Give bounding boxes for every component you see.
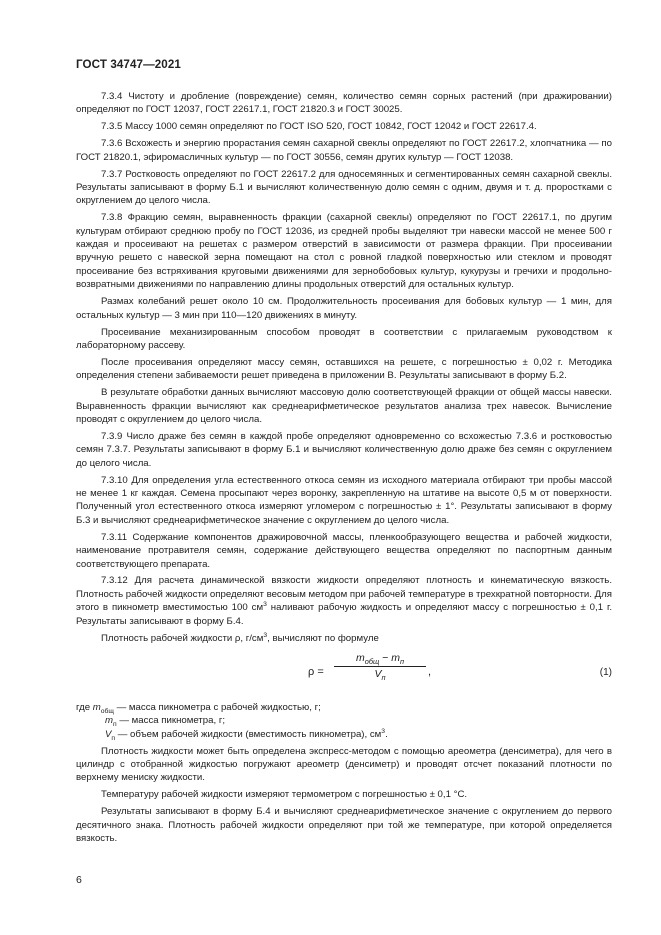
- paragraph-7-3-8: 7.3.8 Фракцию семян, выравненность фракции (сахарной свеклы) определяют по ГОСТ 22617.1, по другим культурам отбирают среднюю пробу по ГОСТ 12036, из средней пробы выделяют три навески массой не менее 500 г каждая и просеивают на решетах с размером отверстий в зависимости от размера фракции. При просеивании вручную решето с навеской зерна помещают на стол с ровной гладкой поверхностью или стеклом и проводят просеивание без встряхивания круговыми движениями для зернобобовых культур, кукурузы и гречихи и продольно-возвратными движениями по направлению длины продольных отверстий для остальных культур.: [76, 212, 612, 291]
- paragraph-7-3-4: 7.3.4 Чистоту и дробление (повреждение) семян, количество семян сорных растений (при дражировании) определяют по ГОСТ 12037, ГОСТ 22617.1, ГОСТ 21820.3 и ГОСТ 30025.: [76, 91, 612, 116]
- legend-text: — масса пикнометра, г;: [116, 715, 226, 727]
- operator: −: [379, 651, 392, 664]
- subscript: общ: [100, 707, 114, 715]
- formula-comma: ,: [428, 665, 432, 678]
- legend-row: [76, 728, 612, 741]
- paragraph-results: Результаты записывают в форму Б.4 и вычисляют среднеарифметическое значение с округлением до первого десятичного знака. Плотность рабочей жидкости определяют при той же температуре, при которой определяется вязкость.: [76, 806, 612, 845]
- formula-denominator: [334, 667, 426, 681]
- paragraph-areometer: Плотность жидкости может быть определена экспресс-методом с помощью ареометра (денсиметра), для чего в цилиндр с отобранной жидкостью погружают ареометр (денсиметр) и проводят отсчет показаний плотности по верхнему мениску жидкости.: [76, 745, 612, 784]
- legend-text: .: [385, 728, 388, 740]
- subscript: п: [111, 734, 116, 742]
- paragraph-mechanized-sieving: Просеивание механизированным способом проводят в соответствии с прилагаемым руководством к лабораторному рассеву.: [76, 326, 612, 351]
- formula-lhs: ρ =: [308, 665, 324, 678]
- paragraph-sieve-amplitude: Размах колебаний решет около 10 см. Продолжительность просеивания для бобовых культур — 1 мин, для остальных культур — 3 мин при 110—120 движениях в минуту.: [76, 296, 612, 321]
- text-run: 7.3.12 Для расчета динамической вязкости жидкости определяют плотность и кинематическую вязкость. Плотность рабочей жидкости определяют весовым методом при рабочей температуре в трехкратной повторности. Для этого в пикнометр вместимостью 100 см: [76, 575, 612, 614]
- superscript: 3: [263, 631, 268, 639]
- legend-text: — объем рабочей жидкости (вместимость пикнометра), см: [115, 728, 382, 740]
- text-run: , вычисляют по формуле: [267, 632, 379, 644]
- formula-fraction: [334, 652, 426, 682]
- paragraph-fraction-result: В результате обработки данных вычисляют массовую долю соответствующей фракции от общей массы навески. Выравненность фракции вычисляют как среднеарифметическое результатов анализа трех навесок. Вычисление проводят с округлением до целого числа.: [76, 387, 612, 425]
- symbol: m: [391, 651, 400, 664]
- paragraph-7-3-5: 7.3.5 Массу 1000 семян определяют по ГОСТ ISO 520, ГОСТ 10842, ГОСТ 12042 и ГОСТ 22617.4.: [101, 121, 537, 133]
- paragraph-7-3-12: [76, 574, 612, 628]
- superscript: 3: [263, 601, 267, 608]
- legend-row: [76, 701, 612, 714]
- subscript: п: [381, 673, 386, 683]
- legend-row: [76, 714, 612, 727]
- symbol: m: [92, 701, 101, 713]
- superscript: 3: [381, 727, 386, 735]
- equation-number: (1): [599, 666, 612, 678]
- symbol: m: [356, 651, 365, 664]
- paragraph-after-sieving: После просеивания определяют массу семян, оставшихся на решете, с погрешностью ± 0,02 г. Методика определения степени забиваемости решет приведена в приложении В. Результаты записывают в форму Б.2.: [76, 356, 612, 382]
- symbol: V: [105, 728, 112, 740]
- symbol: V: [374, 668, 382, 681]
- paragraph-7-3-10: 7.3.10 Для определения угла естественного откоса семян из исходного материала отбирают три пробы массой не менее 1 кг каждая. Семена просыпают через воронку, закрепленную на штативе на высоте 0,5 м от поверхности. Полученный угол естественного откоса измеряют угломером с погрешностью ± 1°. Результаты записывают в форму Б.3 и вычисляют среднеарифметическое значение с округлением до целого числа.: [76, 474, 612, 526]
- legend-prefix: где: [76, 701, 93, 713]
- text-run: наливают рабочую жидкость и определяют массу с погрешностью ± 0,1 г. Результаты записывают в форму Б.4.: [76, 602, 612, 627]
- page-number: 6: [76, 874, 82, 886]
- paragraph-temperature: Температуру рабочей жидкости измеряют термометром с погрешностью ± 0,1 °С.: [101, 789, 468, 801]
- page-content: [76, 90, 612, 849]
- subscript: общ: [364, 657, 380, 667]
- subscript: п: [113, 721, 117, 729]
- document-header: ГОСТ 34747—2021: [76, 58, 181, 71]
- paragraph-7-3-9: 7.3.9 Число драже без семян в каждой пробе определяют одновременно со всхожестью 7.3.6 и ростковостью семян 7.3.7. Результаты записывают в форму Б.1 и вычисляют количественную долю драже без семян с округлением до целого числа.: [76, 430, 612, 469]
- paragraph-7-3-6: 7.3.6 Всхожесть и энергию прорастания семян сахарной свеклы определяют по ГОСТ 22617.2, хлопчатника — по ГОСТ 21820.1, эфиромасличных культур — по ГОСТ 30556, семян других культур — ГОСТ 12038.: [76, 138, 612, 163]
- paragraph-7-3-7: 7.3.7 Ростковость определяют по ГОСТ 22617.2 для односемянных и сегментированных семян сахарной свеклы. Результаты записывают в форму Б.1 и вычисляют количественную долю семян с одним, двумя и т. д. проростками с округлением до целого числа.: [76, 168, 612, 207]
- paragraph-density-intro: [76, 632, 612, 645]
- legend-text: — масса пикнометра с рабочей жидкостью, г;: [113, 701, 321, 713]
- paragraph-7-3-11: 7.3.11 Содержание компонентов дражировочной массы, пленкообразующего вещества и рабочей жидкости, наименование протравителя семян, содержание действующего вещества определяют по паспортным данным соответствующего препарата.: [76, 531, 612, 570]
- subscript: п: [399, 657, 404, 667]
- formula-legend: [76, 701, 612, 741]
- text-run: Плотность рабочей жидкости ρ, г/см: [101, 632, 264, 644]
- symbol: m: [105, 715, 114, 727]
- density-formula: [76, 651, 612, 697]
- formula-numerator: [334, 652, 426, 667]
